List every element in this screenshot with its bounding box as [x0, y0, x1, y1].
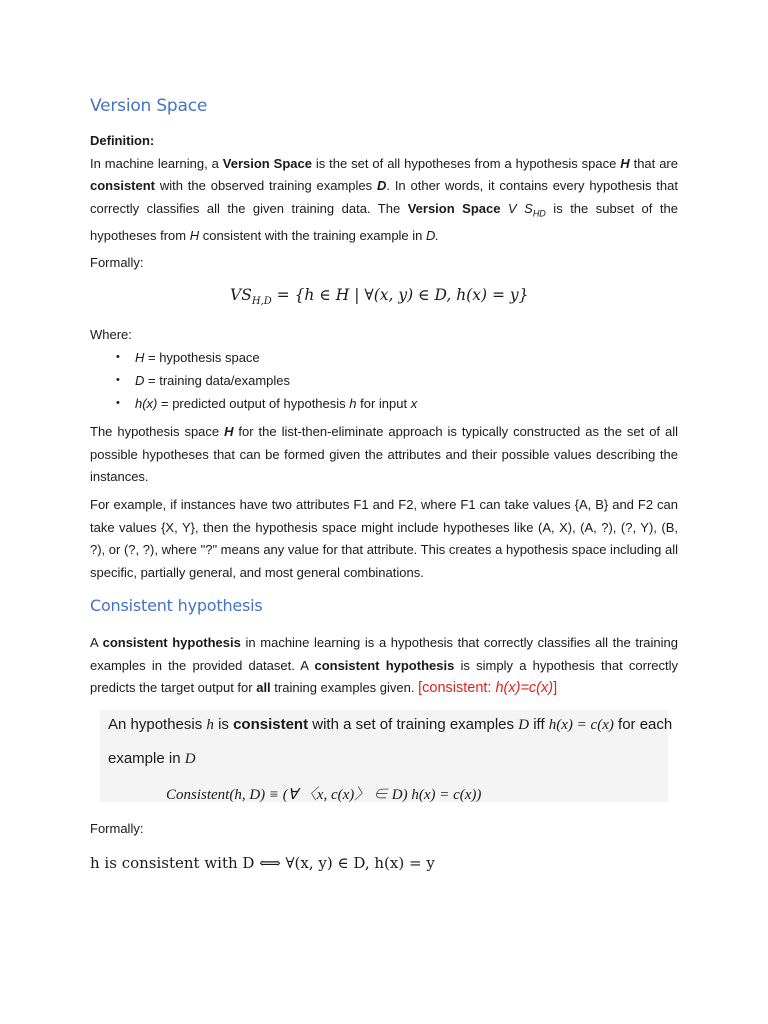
- text-run: is: [213, 716, 234, 733]
- italic-var: D: [518, 717, 530, 733]
- where-label: Where:: [90, 327, 132, 342]
- text-run: [500, 201, 508, 216]
- text-run: is the set of all hypotheses from a hypothesis space: [311, 155, 621, 171]
- italic-var: V S: [507, 200, 533, 216]
- italic-var: H: [189, 227, 200, 243]
- box-line-3-formula: [166, 783, 481, 804]
- bullet-icon: •: [116, 351, 120, 363]
- text-run: for the list-then-eliminate approach is typically constructed as the set of all possible hypotheses that can be formed given the attributes and their possible values describing the instances.: [90, 424, 678, 484]
- bold-italic-var: H: [620, 155, 630, 171]
- italic-var: D.: [426, 227, 440, 243]
- text-run: that are: [629, 155, 678, 171]
- consistent-hypothesis-heading: Consistent hypothesis: [90, 596, 263, 615]
- example-paragraph: For example, if instances have two attributes F1 and F2, where F1 can take values {A, B} and F2 can take values {X, Y}, then the hypothesis space might include hypotheses like (A, X), (A, ?), (?, Y), (B, ?), or (?, ?), where "?" means any value for that attribute. This creates a hypothesis space including all specific, partially general, and most general combinations.: [90, 497, 678, 580]
- formally-label-1: Formally:: [90, 255, 144, 270]
- item-var: H: [135, 350, 145, 365]
- bullet-icon: •: [116, 374, 120, 386]
- formula-sub: H,D: [251, 296, 272, 308]
- item-var: D: [135, 373, 145, 388]
- red-annotation: [418, 680, 557, 696]
- bold-term: consistent: [90, 178, 156, 193]
- bold-term: Version Space: [407, 200, 501, 216]
- definition-image-box: [100, 710, 673, 803]
- version-space-heading: Version Space: [90, 96, 208, 116]
- consistent-formula-formal: [90, 854, 435, 872]
- box-line-2: [108, 750, 196, 768]
- item-text: = hypothesis space: [144, 350, 260, 365]
- text-run: example in: [108, 750, 185, 767]
- text-run: The hypothesis space: [90, 424, 225, 439]
- bold-italic-var: H: [224, 424, 234, 439]
- formula-vs: VS: [230, 286, 252, 304]
- item-var: h: [349, 396, 357, 411]
- text-run: with the observed training examples: [155, 178, 377, 193]
- italic-var: h: [206, 717, 214, 733]
- text-run: training examples given.: [270, 680, 419, 695]
- formal-formula: h is consistent with D ⟺ ∀(x, y) ∈ D, h(x) = y: [90, 854, 435, 872]
- version-space-formula: [230, 286, 528, 307]
- text-run: for each: [613, 716, 673, 733]
- text-run: is simply a hypothesis that correctly predicts the target output for: [90, 657, 679, 695]
- list-item: [90, 392, 678, 415]
- where-list: [90, 346, 678, 415]
- subscript: HD: [532, 208, 546, 219]
- bold-term: consistent: [233, 716, 309, 733]
- bold-term: Version Space: [222, 155, 312, 171]
- item-text: = training data/examples: [144, 373, 291, 388]
- definition-label: Definition:: [90, 133, 155, 148]
- item-text: for input: [356, 396, 411, 411]
- item-text: = predicted output of hypothesis: [157, 396, 350, 411]
- list-item: [90, 369, 678, 392]
- formally-label-2: Formally:: [90, 821, 144, 836]
- box-line-1: [108, 716, 672, 734]
- text-run: An hypothesis: [108, 716, 207, 733]
- definition-paragraph: [90, 130, 678, 247]
- hypothesis-space-paragraph: [90, 421, 678, 489]
- text-run: in machine learning is a hypothesis that correctly classifies all the training examples in the provided dataset. A: [90, 635, 679, 673]
- list-item: [90, 346, 678, 369]
- text-run: . In other words, it contains every hypothesis that correctly classifies all the given training data. The: [90, 178, 678, 216]
- bold-term: consistent hypothesis: [102, 635, 241, 650]
- italic-var: D: [184, 751, 196, 767]
- text-run: In machine learning, a: [90, 155, 223, 171]
- bold-term: all: [256, 680, 271, 695]
- red-text: ]: [553, 680, 558, 696]
- item-var: x: [410, 396, 418, 411]
- consistent-paragraph: [90, 632, 678, 700]
- text-run: A: [90, 635, 103, 650]
- item-var: h(x): [135, 396, 158, 411]
- text-run: iff: [529, 716, 549, 733]
- bullet-icon: •: [116, 397, 120, 409]
- red-formula: h(x)=c(x): [495, 680, 554, 696]
- text-run: is the subset of the hypotheses from: [90, 200, 678, 243]
- text-run: consistent with the training example in: [199, 227, 427, 243]
- italic-formula: h(x) = c(x): [548, 717, 614, 733]
- consistent-formula: Consistent(h, D) ≡ (∀ 〈x, c(x)〉 ∈ D) h(x) = c(x)): [166, 787, 482, 803]
- formula-rest: = {h ∈ H | ∀(x, y) ∈ D, h(x) = y}: [271, 286, 529, 304]
- bold-italic-var: D: [376, 178, 387, 193]
- text-run: with a set of training examples: [308, 716, 519, 733]
- bold-term: consistent hypothesis: [314, 657, 455, 673]
- red-text: [consistent:: [418, 680, 496, 696]
